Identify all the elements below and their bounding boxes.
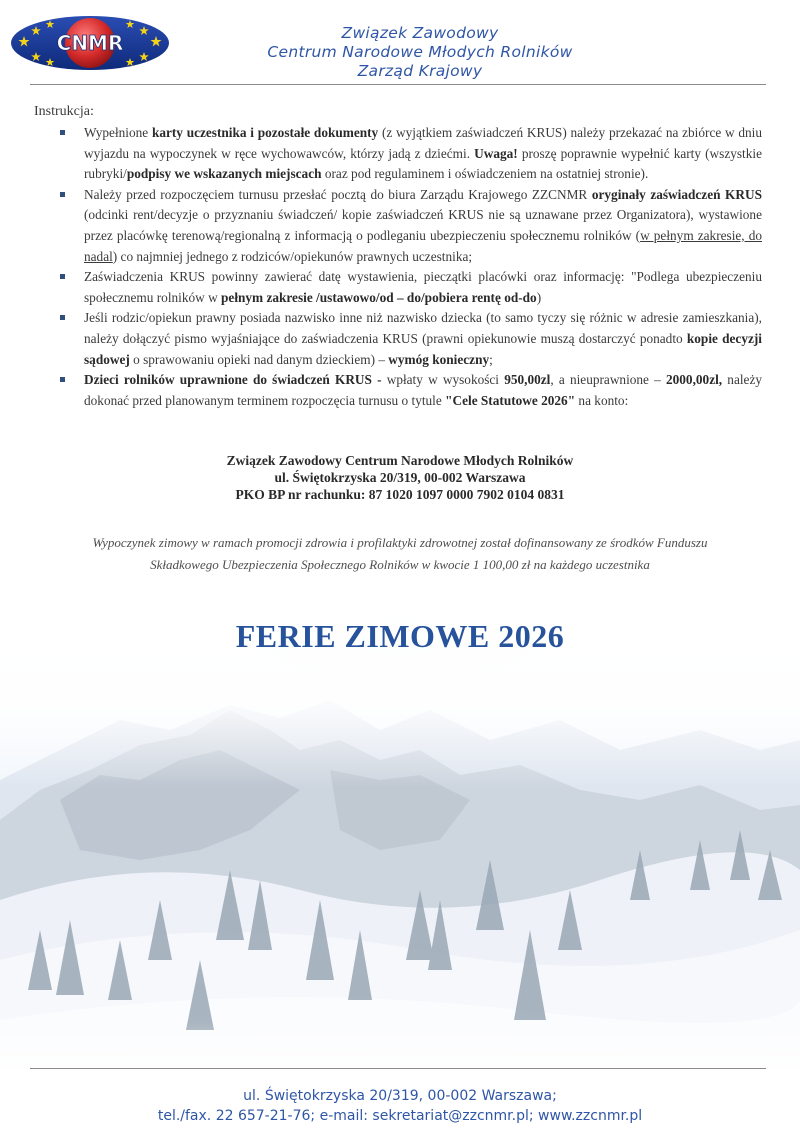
text: o sprawowaniu opieki nad danym dzieckiem) –: [129, 351, 389, 367]
text: Wypełnione: [84, 125, 152, 140]
instructions-list: [58, 123, 762, 411]
bold-text: karty uczestnika i pozostałe dokumenty: [151, 125, 379, 140]
square-bullet-icon: [60, 192, 65, 197]
text: Należy przed rozpoczęciem turnusu przesłać pocztą do biura Zarządu Krajowego ZZCNMR: [84, 186, 592, 202]
address-line-2: ul. Świętokrzyska 20/319, 00-002 Warszawa: [274, 470, 526, 485]
org-line-3: Zarząd Krajowy: [357, 62, 483, 80]
bank-account: PKO BP nr rachunku: 87 1020 1097 0000 7902 0104 0831: [235, 487, 565, 502]
funding-note: [40, 532, 760, 576]
cnmr-logo: [10, 14, 170, 72]
text: (z wyjątkiem zaświadczeń KRUS) należy przekazać na zbiórce w dniu wyjazdu na wypoczynek w ręce wychowawców, którzy jadą z dziećmi.: [84, 125, 762, 161]
text: na konto:: [575, 392, 629, 408]
text: ;: [489, 351, 493, 367]
bold-text: pełnym zakresie /ustawowo/od – do/pobiera rentę od-do: [221, 289, 537, 305]
bold-text: 2000,00zl,: [665, 372, 723, 388]
text: wpłaty w wysokości: [381, 372, 505, 388]
svg-text:CNMR: CNMR: [56, 31, 124, 55]
footer-contact: [0, 1086, 800, 1126]
text: ): [536, 289, 542, 305]
footer-address: ul. Świętokrzyska 20/319, 00-002 Warszawa;: [243, 1088, 557, 1104]
list-item: [58, 185, 762, 267]
bold-text: 950,00zl: [504, 372, 551, 388]
text: ) co najmniej jednego z rodziców/opiekunów prawnych uczestnika;: [112, 248, 473, 264]
square-bullet-icon: [60, 130, 65, 135]
org-line-1: Związek Zawodowy: [341, 24, 499, 42]
bold-text: wymóg konieczny: [388, 351, 490, 367]
square-bullet-icon: [60, 315, 65, 320]
organization-name: [200, 24, 640, 81]
list-item: [58, 370, 762, 411]
list-item: [58, 267, 762, 308]
hero-title: FERIE ZIMOWE 2026: [235, 618, 565, 654]
org-line-2: Centrum Narodowe Młodych Rolników: [267, 43, 573, 61]
square-bullet-icon: [60, 274, 65, 279]
instructions-heading: Instrukcja:: [34, 104, 94, 119]
text: proszę poprawnie wypełnić karty (wszystkie rubryki/: [84, 145, 762, 182]
funding-line-2: Składkowego Ubezpieczenia Społecznego Rolników w kwocie 1 100,00 zł na każdego uczestnika: [150, 557, 650, 572]
bold-text: Dzieci rolników uprawnione do świadczeń KRUS -: [84, 372, 382, 388]
winter-mountains-image: [0, 600, 800, 1070]
text: oraz pod regulaminem i oświadczeniem na ostatniej stronie).: [321, 166, 649, 182]
bold-text: kopie decyzji sądowej: [84, 330, 762, 367]
bold-text: podpisy we wskazanych miejscach: [126, 166, 322, 182]
bold-text: Uwaga!: [474, 145, 518, 161]
bottom-divider: [30, 1068, 766, 1069]
text: należy dokonać przed planowanym terminem rozpoczęcia turnusu o tytule: [84, 372, 763, 408]
text: , a nieuprawnione –: [550, 372, 666, 388]
text: Zaświadczenia KRUS powinny zawierać datę wystawienia, pieczątki placówki oraz informację: "Podlega ubezpieczeniu społecznemu rolników w: [84, 269, 762, 305]
letterhead: [0, 0, 800, 86]
text: Jeśli rodzic/opiekun prawny posiada nazwisko inne niż nazwisko dziecka (to samo tyczy się różnic w adresie zamieszkania), należy dołączyć pismo wyjaśniające do zaświadczenia KRUS (prawni opiekunowie muszą dostarczyć ponadto: [84, 310, 762, 346]
underlined-text: w pełnym zakresie, do nadal: [84, 227, 762, 264]
address-line-1: Związek Zawodowy Centrum Narodowe Młodych Rolników: [226, 453, 574, 468]
text: (odcinki rent/decyzje o przyznaniu świadczeń/ kopie zaświadczeń KRUS nie są uznawane przez Organizatora), wystawione przez placówkę terenową/regionalną z informacją o podleganiu ubezpieczeniu społecznemu rolników (: [84, 207, 762, 243]
bold-text: "Cele Statutowe 2026": [445, 392, 576, 408]
top-divider: [30, 84, 766, 85]
bank-address-block: [0, 452, 800, 503]
footer-contacts: tel./fax. 22 657-21-76; e-mail: sekretariat@zzcnmr.pl; www.zzcnmr.pl: [157, 1108, 643, 1124]
list-item: [58, 308, 762, 370]
list-item: [58, 123, 762, 185]
square-bullet-icon: [60, 377, 65, 382]
bold-text: oryginały zaświadczeń KRUS: [591, 186, 762, 202]
funding-line-1: Wypoczynek zimowy w ramach promocji zdrowia i profilaktyki zdrowotnej został dofinansowany ze środków Funduszu: [92, 535, 708, 550]
